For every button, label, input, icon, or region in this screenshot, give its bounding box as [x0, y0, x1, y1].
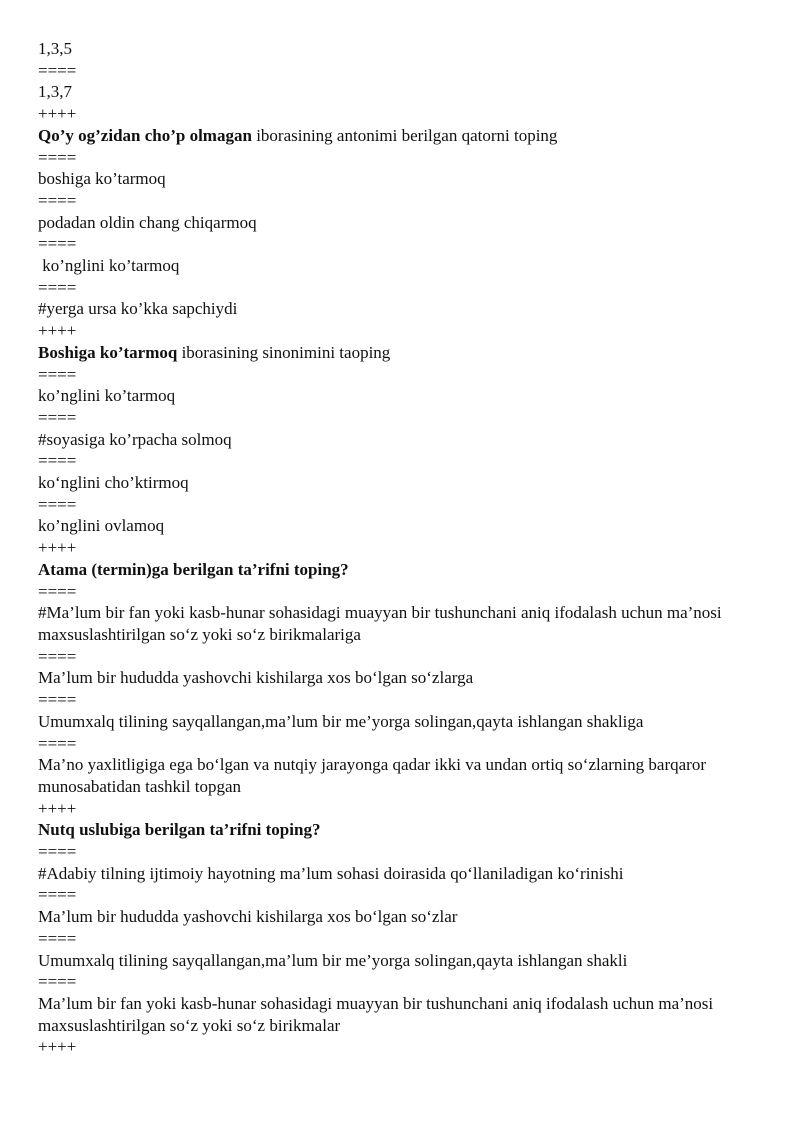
- option-separator: ====: [38, 885, 77, 905]
- question-term: Nutq uslubiga berilgan ta’rifni toping?: [38, 820, 321, 840]
- answer-option: #soyasiga ko’rpacha solmoq: [38, 429, 232, 449]
- option-separator: ====: [38, 646, 77, 666]
- answer-option: Umumxalq tilining sayqallangan,ma’lum bir me’yorga solingan,qayta ishlangan shakliga: [38, 711, 644, 731]
- question-line: [38, 342, 758, 364]
- question-term: Boshiga ko’tarmoq: [38, 342, 178, 362]
- option-separator: ====: [38, 234, 77, 254]
- answer-option: Ma’lum bir fan yoki kasb-hunar sohasidagi muayyan bir tushunchani aniq ifodalash uchun ma’nosi maxsuslashtirilgan so‘z yoki so‘z birikmalar: [38, 993, 718, 1035]
- option-separator: ====: [38, 972, 77, 992]
- answer-option: #Ma’lum bir fan yoki kasb-hunar sohasidagi muayyan bir tushunchani aniq ifodalash uchun ma’nosi maxsuslashtirilgan so‘z yoki so‘z birikmalariga: [38, 603, 726, 644]
- question-text: iborasining antonimi berilgan qatorni toping: [251, 125, 558, 145]
- option-separator: ====: [38, 147, 77, 167]
- answer-option: Ma’lum bir hududda yashovchi kishilarga xos bo‘lgan so‘zlarga: [38, 668, 474, 688]
- question-end-marker: ++++: [38, 1037, 77, 1057]
- question-end-marker: ++++: [38, 798, 77, 818]
- option-separator: ====: [38, 451, 77, 471]
- option-separator: ====: [38, 733, 77, 753]
- answer-option: ko’nglini ko’tarmoq: [38, 386, 176, 406]
- answer-option: ko’nglini ovlamoq: [38, 516, 165, 536]
- answer-option: 1,3,7: [38, 82, 72, 102]
- document-page: [38, 38, 758, 1058]
- answer-option: Ma’no yaxlitligiga ega bo‘lgan va nutqiy jarayonga qadar ikki va undan ortiq so‘zlarning barqaror munosabatidan tashkil topgan: [38, 755, 711, 796]
- option-separator: ====: [38, 690, 77, 710]
- option-separator: ====: [38, 494, 77, 514]
- question-term: Qo’y og’zidan cho’p olmagan: [38, 125, 252, 145]
- option-separator: ====: [38, 842, 77, 862]
- answer-option: Umumxalq tilining sayqallangan,ma’lum bir me’yorga solingan,qayta ishlangan shakli: [38, 950, 628, 970]
- question-text: iborasining sinonimini taoping: [177, 342, 391, 362]
- answer-option: ko‘nglini cho’ktirmoq: [38, 473, 189, 493]
- option-separator: ====: [38, 581, 77, 601]
- option-separator: ====: [38, 928, 77, 948]
- option-separator: ====: [38, 277, 77, 297]
- answer-option: #Adabiy tilning ijtimoiy hayotning ma’lum sohasi doirasida qo‘llaniladigan ko‘rinishi: [38, 863, 624, 883]
- question-line: [38, 819, 758, 841]
- option-separator: ====: [38, 364, 77, 384]
- option-separator: ====: [38, 407, 77, 427]
- question-end-marker: ++++: [38, 104, 77, 124]
- answer-option: Ma’lum bir hududda yashovchi kishilarga xos bo‘lgan so‘zlar: [38, 907, 458, 927]
- answer-option: 1,3,5: [38, 39, 72, 58]
- question-term: Atama (termin)ga berilgan ta’rifni toping?: [38, 559, 349, 579]
- answer-option: podadan oldin chang chiqarmoq: [38, 212, 257, 232]
- question-line: [38, 559, 758, 581]
- answer-option: boshiga ko’tarmoq: [38, 169, 166, 189]
- option-separator: ====: [38, 190, 77, 210]
- answer-option: ko’nglini ko’tarmoq: [38, 256, 180, 276]
- question-end-marker: ++++: [38, 321, 77, 341]
- question-line: [38, 125, 758, 147]
- answer-option: #yerga ursa ko’kka sapchiydi: [38, 299, 238, 319]
- option-separator: ====: [38, 60, 77, 80]
- question-end-marker: ++++: [38, 538, 77, 558]
